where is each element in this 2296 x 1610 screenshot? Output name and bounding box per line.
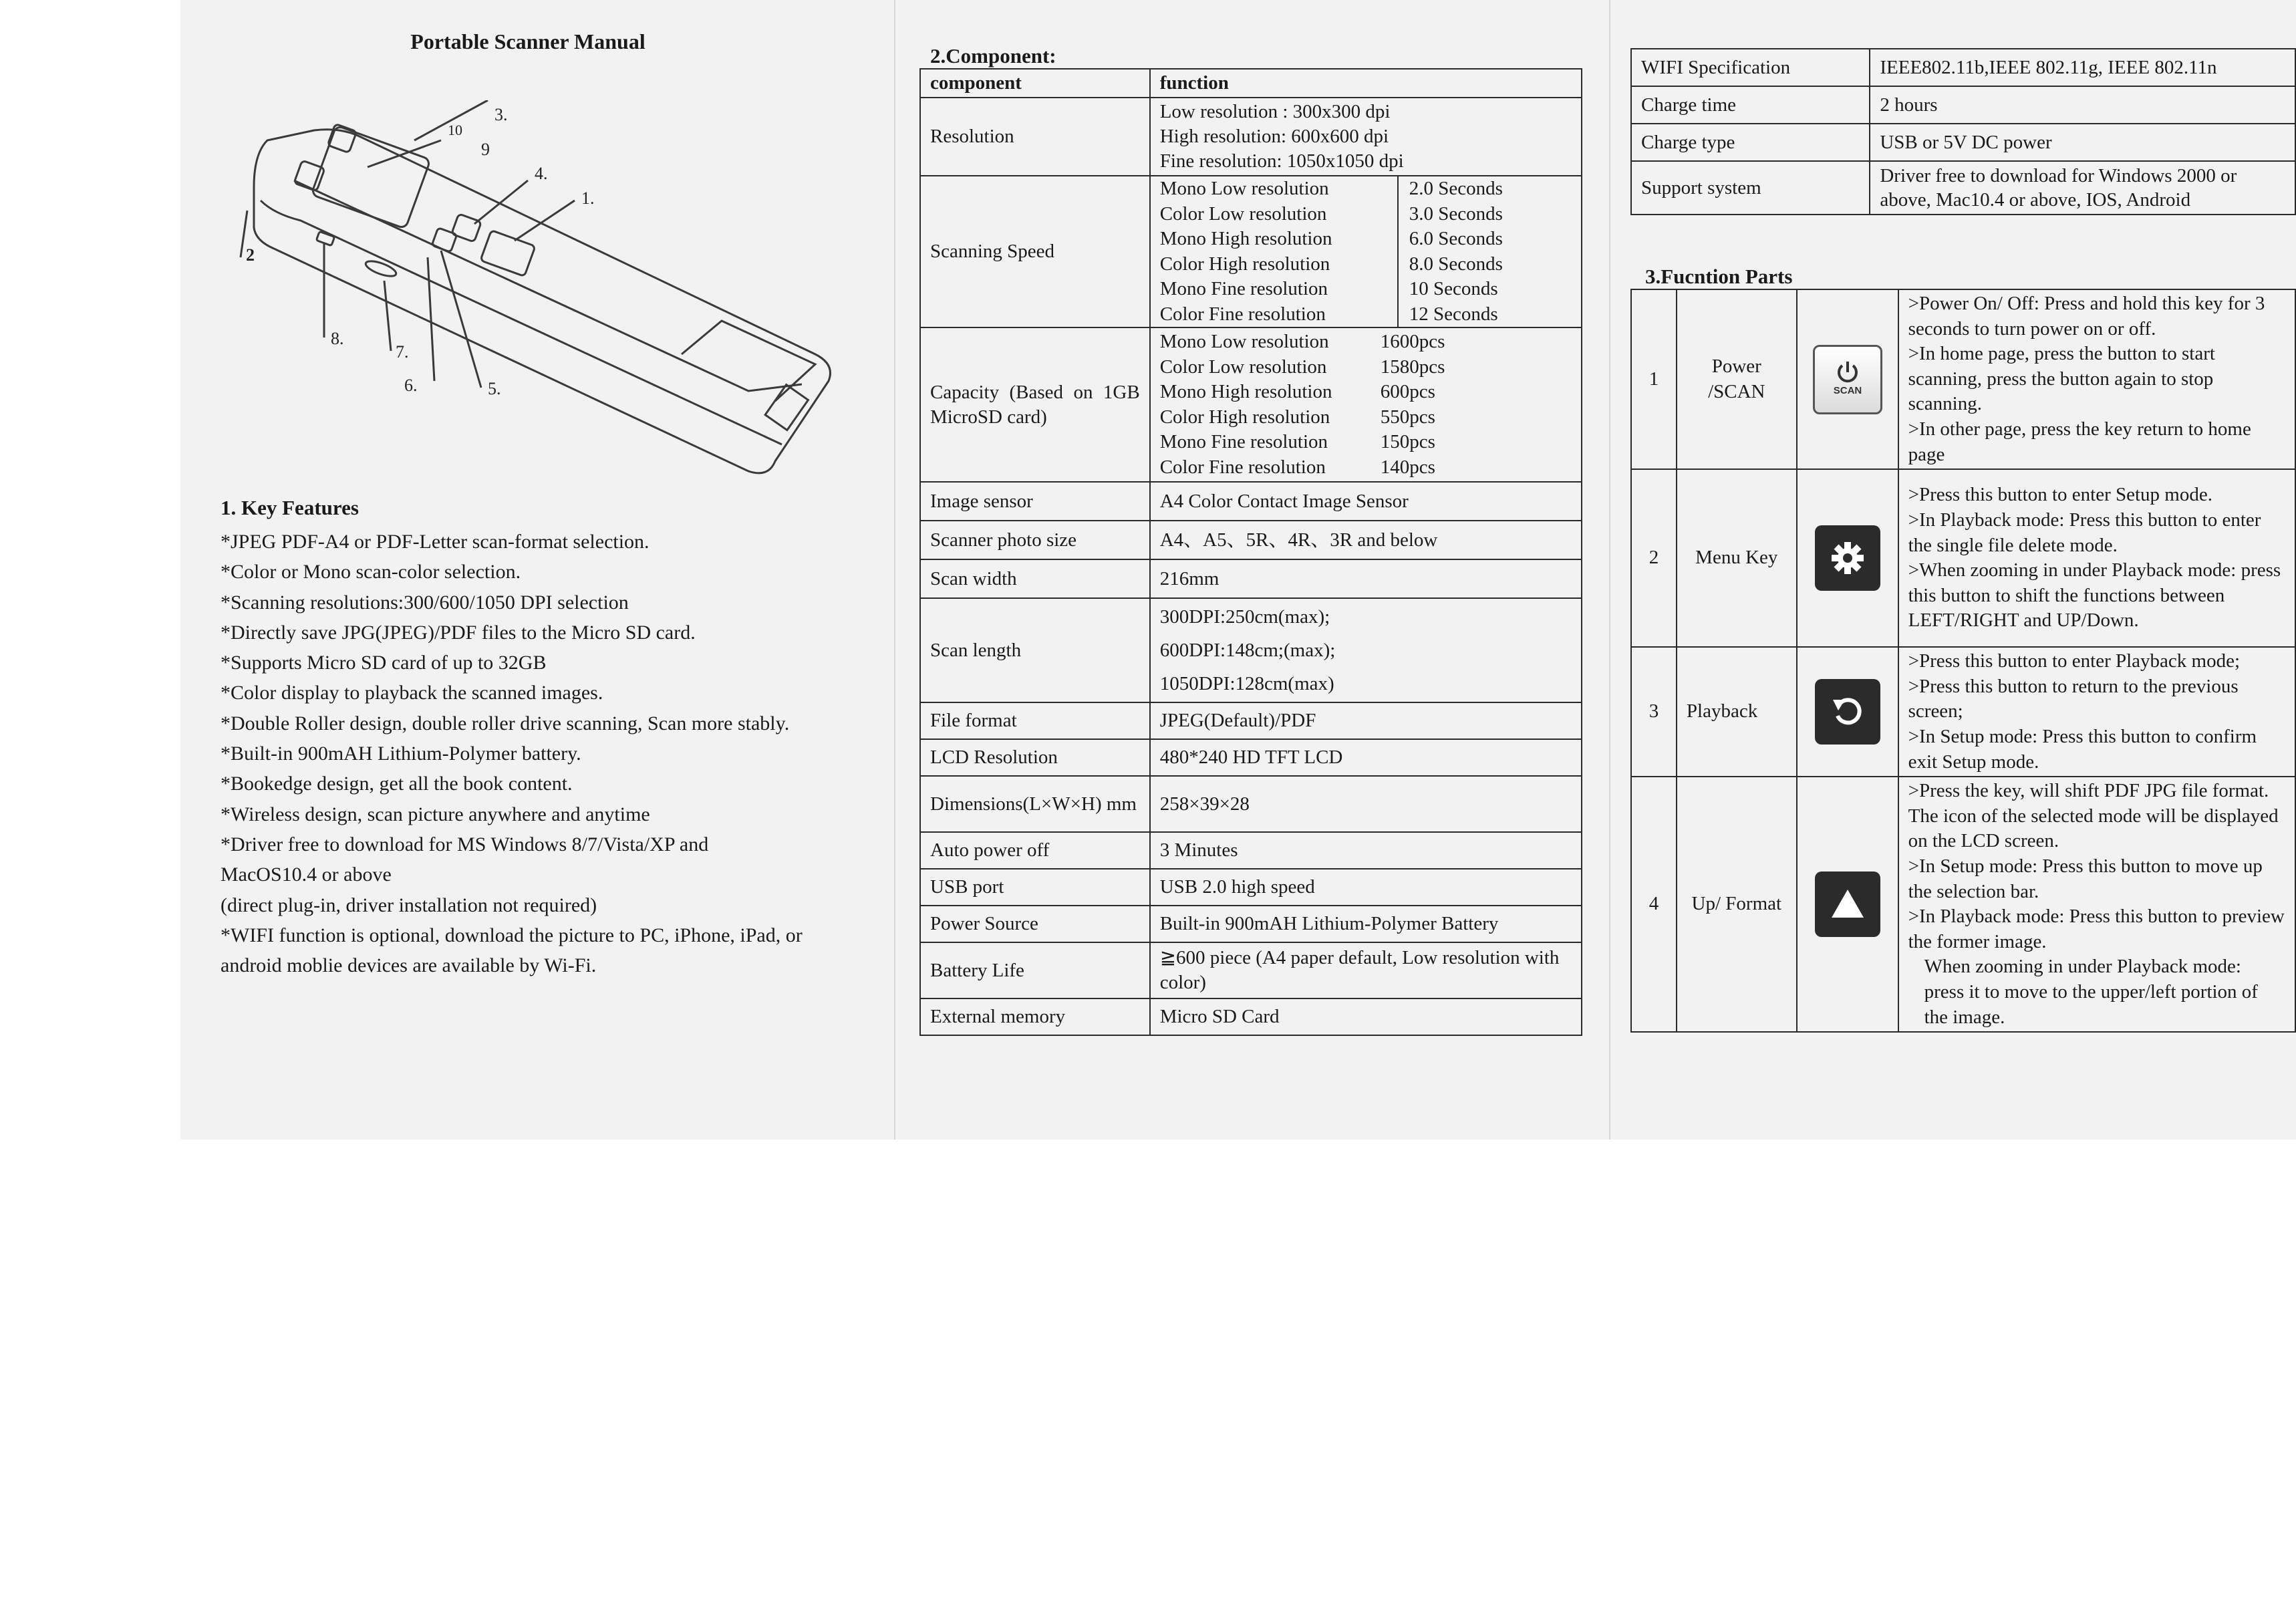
part-description-line: >In Playback mode: Press this button to preview the former image. — [1908, 906, 2285, 952]
table-row — [920, 702, 1582, 739]
capacity-subtable — [1160, 329, 1572, 480]
feature-item: *Supports Micro SD card of up to 32GB — [221, 652, 547, 674]
part-description-line: >Press this button to enter Setup mode. — [1908, 484, 2212, 506]
diagram-label-6: 6. — [404, 376, 418, 395]
capacity-count: 600pcs — [1380, 381, 1435, 402]
row-label: Resolution — [920, 98, 1150, 176]
feature-item: *Color display to playback the scanned images. — [221, 682, 603, 704]
part-description-line: >In home page, press the button to start scanning, press the button again to stop scanning. — [1908, 343, 2215, 415]
row-label: USB port — [920, 869, 1150, 906]
part-number: 2 — [1631, 469, 1677, 647]
part-icon-cell — [1797, 469, 1898, 647]
row-label: Scan length — [920, 598, 1150, 702]
capacity-mode: Mono Low resolution — [1159, 331, 1329, 352]
part-description — [1898, 469, 2295, 647]
part-number: 3 — [1631, 647, 1677, 777]
diagram-label-2: 2 — [246, 245, 255, 265]
feature-item: *Directly save JPG(JPEG)/PDF files to the Micro SD card. — [221, 621, 696, 644]
spec-value: USB or 5V DC power — [1870, 124, 2295, 161]
part-description-line: >In other page, press the key return to home page — [1908, 418, 2251, 465]
row-value — [1150, 598, 1582, 702]
part-description-line: >Press this button to return to the previous screen; — [1908, 675, 2239, 722]
table-row — [1631, 289, 2295, 469]
part-name: Menu Key — [1677, 469, 1797, 647]
diagram-button-1 — [480, 230, 535, 276]
table-row — [1631, 647, 2295, 777]
scan-length-line: 300DPI:250cm(max); — [1159, 606, 1330, 628]
speed-time: 10 Seconds — [1398, 277, 1581, 302]
part-description — [1898, 777, 2295, 1032]
component-table — [919, 68, 1582, 1036]
header-function: function — [1150, 69, 1582, 98]
function-parts-table — [1630, 289, 2296, 1033]
table-row — [1631, 86, 2295, 124]
speed-time: 2.0 Seconds — [1398, 176, 1581, 202]
capacity-mode: Color Fine resolution — [1159, 456, 1326, 478]
table-row — [920, 942, 1582, 998]
part-description — [1898, 647, 2295, 777]
spec-label: Support system — [1631, 161, 1870, 215]
feature-item: *WIFI function is optional, download the picture to PC, iPhone, iPad, or android moblie devices are available by Wi-Fi. — [221, 924, 803, 977]
speed-subtable — [1160, 176, 1581, 327]
speed-mode: Mono High resolution — [1159, 228, 1332, 249]
spec-table — [1630, 48, 2296, 215]
scanner-diagram — [214, 100, 869, 501]
diagram-label-8: 8. — [331, 329, 344, 348]
feature-item: *Built-in 900mAH Lithium-Polymer battery. — [221, 743, 581, 765]
diagram-label-1: 1. — [581, 188, 595, 208]
speed-time: 3.0 Seconds — [1398, 202, 1581, 227]
diagram-label-7: 7. — [396, 342, 409, 362]
row-value — [1150, 98, 1582, 176]
row-value: A4 Color Contact Image Sensor — [1150, 482, 1582, 521]
part-icon-cell — [1797, 777, 1898, 1032]
row-label: Scanning Speed — [920, 176, 1150, 327]
part-description-line: When zooming in under Playback mode: press it to move to the upper/left portion of the image. — [1924, 956, 2258, 1028]
table-header-row — [920, 69, 1582, 98]
diagram-label-3: 3. — [494, 105, 508, 124]
scan-length-line: 1050DPI:128cm(max) — [1159, 673, 1334, 694]
table-row — [1631, 124, 2295, 161]
scan-length-line: 600DPI:148cm;(max); — [1159, 640, 1336, 661]
capacity-count: 550pcs — [1380, 406, 1435, 428]
row-label: Power Source — [920, 906, 1150, 942]
row-label: Dimensions(L×W×H) mm — [920, 776, 1150, 832]
feature-item: (direct plug-in, driver installation not required) — [221, 894, 597, 916]
part-number: 4 — [1631, 777, 1677, 1032]
gear-icon — [1815, 525, 1880, 591]
diagram-label-5: 5. — [488, 379, 501, 398]
table-row — [920, 327, 1582, 482]
row-label: File format — [920, 702, 1150, 739]
speed-mode: Mono Low resolution — [1159, 178, 1329, 199]
function-parts-title: 3.Fucntion Parts — [1645, 265, 1793, 288]
feature-item: *Bookedge design, get all the book content. — [221, 773, 573, 795]
part-description — [1898, 289, 2295, 469]
part-description-line: >Power On/ Off: Press and hold this key for 3 seconds to turn power on or off. — [1908, 293, 2265, 340]
row-value: USB 2.0 high speed — [1150, 869, 1582, 906]
header-component: component — [920, 69, 1150, 98]
feature-item: *Wireless design, scan picture anywhere and anytime — [221, 803, 650, 825]
spec-label: WIFI Specification — [1631, 49, 1870, 86]
row-label: LCD Resolution — [920, 739, 1150, 776]
table-row — [920, 998, 1582, 1035]
table-row — [920, 832, 1582, 869]
row-value: ≧600 piece (A4 paper default, Low resolution with color) — [1150, 942, 1582, 998]
component-section-title — [930, 44, 1056, 68]
part-description-line: >In Playback mode: Press this button to enter the single file delete mode. — [1908, 509, 2261, 556]
row-label: External memory — [920, 998, 1150, 1035]
table-row — [1631, 777, 2295, 1032]
power-scan-icon — [1813, 345, 1882, 414]
speed-mode: Color High resolution — [1159, 253, 1330, 275]
row-value: 258×39×28 — [1150, 776, 1582, 832]
up-arrow-icon — [1815, 871, 1880, 937]
table-row — [920, 482, 1582, 521]
table-row — [1631, 49, 2295, 86]
table-row — [1631, 469, 2295, 647]
capacity-count: 140pcs — [1380, 456, 1435, 478]
table-row — [920, 869, 1582, 906]
diagram-label-10: 10 — [448, 122, 462, 138]
capacity-mode: Color High resolution — [1159, 406, 1330, 428]
spec-label: Charge time — [1631, 86, 1870, 124]
speed-mode: Mono Fine resolution — [1159, 278, 1328, 299]
feature-item: *Double Roller design, double roller drive scanning, Scan more stably. — [221, 712, 790, 734]
component-title: 2.Component: — [930, 44, 1056, 68]
scanner-endcap — [682, 321, 815, 401]
capacity-count: 150pcs — [1380, 431, 1435, 452]
part-description-line: >In Setup mode: Press this button to move up the selection bar. — [1908, 855, 2263, 902]
part-name: Power /SCAN — [1677, 289, 1797, 469]
row-value: 216mm — [1150, 559, 1582, 598]
row-value: Micro SD Card — [1150, 998, 1582, 1035]
speed-time: 8.0 Seconds — [1398, 252, 1581, 277]
part-icon-cell — [1797, 647, 1898, 777]
fold-line-2 — [1609, 0, 1610, 1139]
capacity-mode: Color Low resolution — [1159, 356, 1327, 378]
table-row — [920, 598, 1582, 702]
speed-time: 6.0 Seconds — [1398, 227, 1581, 252]
part-description-line: >Press this button to enter Playback mode; — [1908, 650, 2241, 672]
feature-item: *Scanning resolutions:300/600/1050 DPI selection — [221, 591, 629, 614]
row-label: Image sensor — [920, 482, 1150, 521]
part-icon-cell — [1797, 289, 1898, 469]
row-value: JPEG(Default)/PDF — [1150, 702, 1582, 739]
table-row — [920, 521, 1582, 559]
capacity-count: 1600pcs — [1380, 331, 1445, 352]
speed-time: 12 Seconds — [1398, 302, 1581, 327]
key-features — [221, 496, 862, 980]
spec-value: Driver free to download for Windows 2000 or above, Mac10.4 or above, IOS, Android — [1870, 161, 2295, 215]
part-name: Up/ Format — [1677, 777, 1797, 1032]
capacity-mode: Mono Fine resolution — [1159, 431, 1328, 452]
diagram-label-9: 9 — [481, 140, 490, 159]
row-value — [1150, 176, 1582, 327]
panel-1 — [221, 29, 849, 54]
table-row — [1631, 161, 2295, 215]
diagram-usb-port — [364, 258, 398, 279]
part-description-line: >In Setup mode: Press this button to confirm exit Setup mode. — [1908, 725, 2257, 773]
row-label: Scan width — [920, 559, 1150, 598]
part-description-line: >When zooming in under Playback mode: press this button to shift the functions between LEFT/RIGHT and UP/Down. — [1908, 559, 2281, 632]
table-row — [920, 98, 1582, 176]
feature-item: *JPEG PDF-A4 or PDF-Letter scan-format selection. — [221, 531, 650, 553]
resolution-line: Fine resolution: 1050x1050 dpi — [1159, 150, 1404, 172]
row-value — [1150, 327, 1582, 482]
part-number: 1 — [1631, 289, 1677, 469]
speed-mode: Color Low resolution — [1159, 203, 1327, 225]
speed-mode: Color Fine resolution — [1159, 303, 1326, 325]
feature-item: *Driver free to download for MS Windows 8/7/Vista/XP and MacOS10.4 or above — [221, 833, 709, 886]
capacity-count: 1580pcs — [1380, 356, 1445, 378]
diagram-label-4: 4. — [535, 164, 548, 183]
playback-icon — [1815, 679, 1880, 745]
table-row — [920, 776, 1582, 832]
key-features-title: 1. Key Features — [221, 496, 359, 519]
function-parts-heading — [1645, 265, 1792, 289]
spec-label: Charge type — [1631, 124, 1870, 161]
part-description-line: >Press the key, will shift PDF JPG file format. The icon of the selected mode will be displayed on the LCD screen. — [1908, 780, 2279, 852]
manual-title: Portable Scanner Manual — [410, 29, 645, 53]
row-label: Battery Life — [920, 942, 1150, 998]
row-label: Capacity (Based on 1GB MicroSD card) — [920, 327, 1150, 482]
resolution-line: High resolution: 600x600 dpi — [1159, 126, 1389, 147]
row-value: A4、A5、5R、4R、3R and below — [1150, 521, 1582, 559]
power-scan-icon-label: SCAN — [1833, 384, 1862, 396]
row-label: Auto power off — [920, 832, 1150, 869]
resolution-line: Low resolution : 300x300 dpi — [1159, 101, 1391, 122]
table-row — [920, 906, 1582, 942]
row-value: Built-in 900mAH Lithium-Polymer Battery — [1150, 906, 1582, 942]
table-row — [920, 176, 1582, 327]
table-row — [920, 559, 1582, 598]
row-value: 3 Minutes — [1150, 832, 1582, 869]
table-row — [920, 739, 1582, 776]
spec-value: IEEE802.11b,IEEE 802.11g, IEEE 802.11n — [1870, 49, 2295, 86]
row-value: 480*240 HD TFT LCD — [1150, 739, 1582, 776]
feature-item: *Color or Mono scan-color selection. — [221, 561, 521, 583]
fold-line-1 — [894, 0, 895, 1139]
part-name: Playback — [1677, 647, 1797, 777]
row-label: Scanner photo size — [920, 521, 1150, 559]
capacity-mode: Mono High resolution — [1159, 381, 1332, 402]
spec-value: 2 hours — [1870, 86, 2295, 124]
